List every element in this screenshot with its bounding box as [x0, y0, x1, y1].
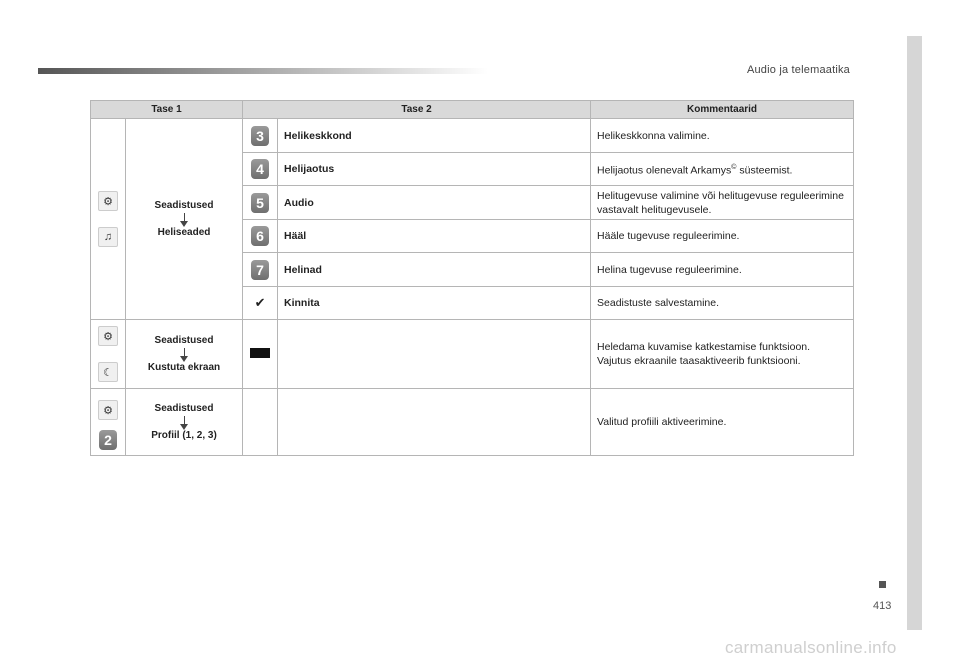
group2-icons	[91, 320, 126, 389]
sound-settings-icon: ♫	[98, 227, 118, 247]
watermark: carmanualsonline.info	[725, 638, 897, 657]
table-row	[91, 389, 854, 456]
option-label: Kinnita	[278, 287, 591, 320]
down-arrow-icon	[184, 213, 185, 225]
group2-line1: Seadistused	[154, 335, 214, 346]
group2-label	[126, 320, 243, 389]
option-comment: Hääle tugevuse reguleerimine.	[591, 220, 854, 253]
checkmark-icon: ✔	[254, 295, 266, 310]
table-row	[91, 320, 854, 389]
option-comment: Helijaotus olenevalt Arkamys© süsteemist.	[591, 153, 854, 186]
table-row	[91, 119, 854, 153]
group1-icons	[91, 119, 126, 320]
profile-badge-icon: 2	[99, 430, 117, 450]
option-comment: Helina tugevuse reguleerimine.	[591, 253, 854, 287]
header-level2: Tase 2	[243, 101, 591, 119]
down-arrow-icon	[184, 416, 185, 428]
empty-cell	[278, 320, 591, 389]
header-comments: Kommentaarid	[591, 101, 854, 119]
page-number: 413	[873, 600, 892, 612]
empty-cell	[243, 389, 278, 456]
option-label: Helinad	[278, 253, 591, 287]
page-marker	[879, 581, 886, 588]
option-label: Helikeskkond	[278, 119, 591, 153]
section-title: Audio ja telemaatika	[746, 64, 850, 76]
group2-line2: Kustuta ekraan	[147, 362, 221, 373]
option-comment: Heledama kuvamise katkestamise funktsioon. Vajutus ekraanile taasaktiveerib funktsiooni.	[591, 320, 854, 389]
settings-gear-icon: ⚙	[98, 400, 118, 420]
blank-screen-icon	[250, 348, 270, 358]
group3-icons	[91, 389, 126, 456]
option-comment: Helikeskkonna valimine.	[591, 119, 854, 153]
option-comment: Valitud profiili aktiveerimine.	[591, 389, 854, 456]
option-label: Hääl	[278, 220, 591, 253]
group1-line1: Seadistused	[154, 200, 214, 211]
table-header-row	[91, 101, 854, 119]
option-label: Helijaotus	[278, 153, 591, 186]
option-comment: Seadistuste salvestamine.	[591, 287, 854, 320]
header-gradient-bar	[38, 68, 488, 74]
empty-cell	[278, 389, 591, 456]
option-label: Audio	[278, 186, 591, 220]
settings-table	[90, 100, 854, 456]
group1-label	[126, 119, 243, 320]
down-arrow-icon	[184, 348, 185, 360]
group3-line1: Seadistused	[154, 403, 214, 414]
right-sidebar-strip	[907, 36, 922, 630]
number-badge-5-icon: 5	[251, 193, 269, 213]
group3-line2: Profiil (1, 2, 3)	[151, 430, 217, 441]
settings-gear-icon: ⚙	[98, 326, 118, 346]
option-comment: Helitugevuse valimine või helitugevuse reguleerimine vastavalt helitugevusele.	[591, 186, 854, 220]
number-badge-3-icon: 3	[251, 126, 269, 146]
settings-gear-icon: ⚙	[98, 191, 118, 211]
header-level1: Tase 1	[91, 101, 243, 119]
number-badge-7-icon: 7	[251, 260, 269, 280]
number-badge-4-icon: 4	[251, 159, 269, 179]
group3-label	[126, 389, 243, 456]
number-badge-6-icon: 6	[251, 226, 269, 246]
group1-line2: Heliseaded	[157, 227, 211, 238]
moon-icon: ☾	[98, 362, 118, 382]
